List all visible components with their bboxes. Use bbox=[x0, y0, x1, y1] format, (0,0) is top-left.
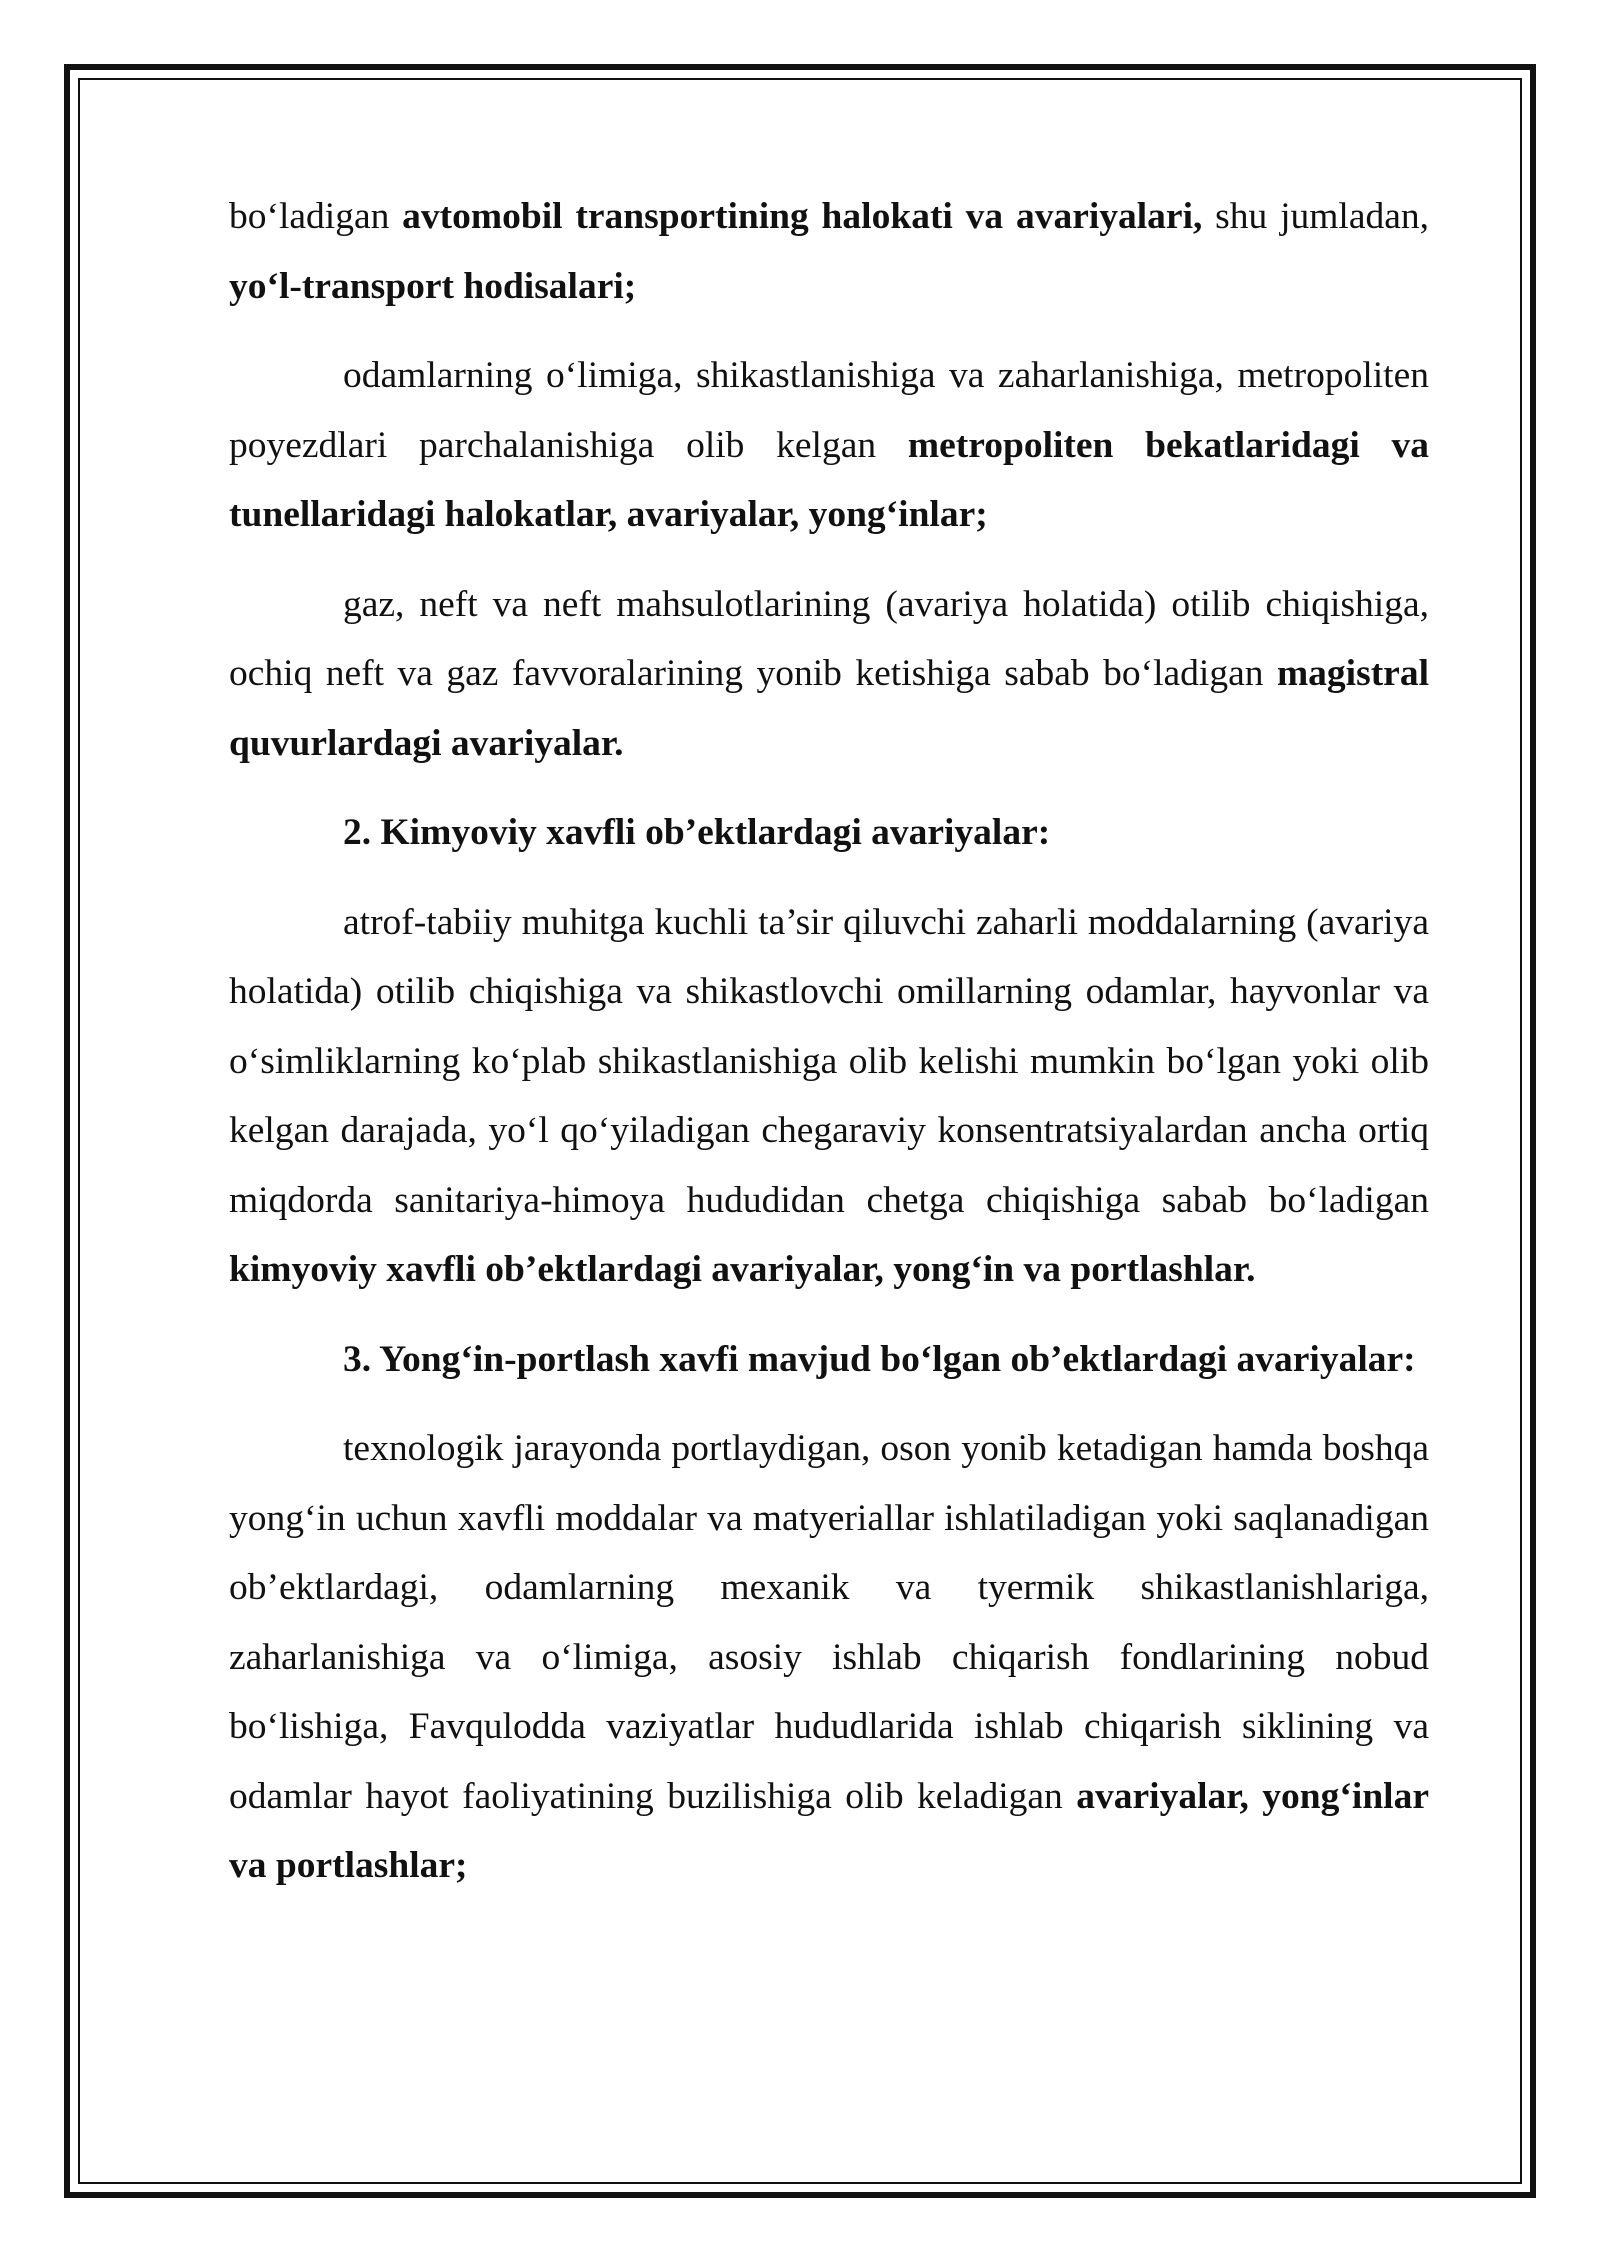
paragraph-pipelines bbox=[229, 570, 1429, 779]
section-heading-chemical: 2. Kimyoviy xavfli ob’ektlardagi avariyalar: bbox=[343, 812, 1051, 853]
paragraph-chemical bbox=[229, 888, 1429, 1305]
bold-run: avtomobil transportining halokati va avariyalari, bbox=[402, 196, 1203, 237]
document-body bbox=[229, 182, 1429, 1921]
section-heading-fire-explosion: 3. Yong‘in-portlash xavfi mavjud bo‘lgan ob’ektlardagi avariyalar: bbox=[343, 1338, 1416, 1380]
paragraph-road-transport bbox=[229, 182, 1429, 321]
text-run: bo‘ladigan bbox=[229, 196, 403, 237]
text-run: atrof-tabiiy muhitga kuchli ta’sir qiluvchi zaharli moddalarning (avariya holatida) otilib chiqishiga va shikastlovchi omillarning odamlar, hayvonlar va o‘simliklarning ko‘plab shikastlanishiga olib kelishi mumkin bo‘lgan yoki olib kelgan darajada, yo‘l qo‘yiladigan chegaraviy konsentratsiyalardan ancha ortiq miqdorda sanitariya-himoya hududidan chetga chiqishiga sabab bo‘ladigan bbox=[229, 901, 1429, 1221]
bold-run: yo‘l-transport hodisalari; bbox=[229, 265, 637, 307]
paragraph-metro bbox=[229, 341, 1429, 550]
text-run: odamlarning o‘limiga, shikastlanishiga va zaharlanishiga, metropoliten poyezdlari parchalanishiga olib kelgan bbox=[229, 355, 1429, 466]
bold-run: avariyalar, yong‘inlar va portlashlar; bbox=[229, 1775, 1429, 1886]
bold-run: magistral quvurlardagi avariyalar. bbox=[229, 653, 1429, 764]
bold-run: kimyoviy xavfli ob’ektlardagi avariyalar, yong‘in va portlashlar. bbox=[229, 1249, 1256, 1290]
text-run: shu jumladan, bbox=[1202, 196, 1429, 237]
bold-run: metropoliten bekatlaridagi va tunellaridagi halokatlar, avariyalar, yong‘inlar; bbox=[229, 424, 1429, 535]
text-run: gaz, neft va neft mahsulotlarining (avariya holatida) otilib chiqishiga, ochiq neft va gaz favvoralarining yonib ketishiga sabab bo‘ladigan bbox=[229, 583, 1429, 694]
paragraph-fire-explosion bbox=[229, 1414, 1429, 1901]
text-run: texnologik jarayonda portlaydigan, oson yonib ketadigan hamda boshqa yong‘in uchun xavfli moddalar va matyeriallar ishlatiladigan yoki saqlanadigan ob’ektlardagi, odamlarning mexanik va tyermik shikastlanishlariga, zaharlanishiga va o‘limiga, asosiy ishlab chiqarish fondlarining nobud bo‘lishiga, Favqulodda vaziyatlar hududlarida ishlab chiqarish siklining va odamlar hayot faoliyatining buzilishiga olib keladigan bbox=[229, 1428, 1429, 1817]
